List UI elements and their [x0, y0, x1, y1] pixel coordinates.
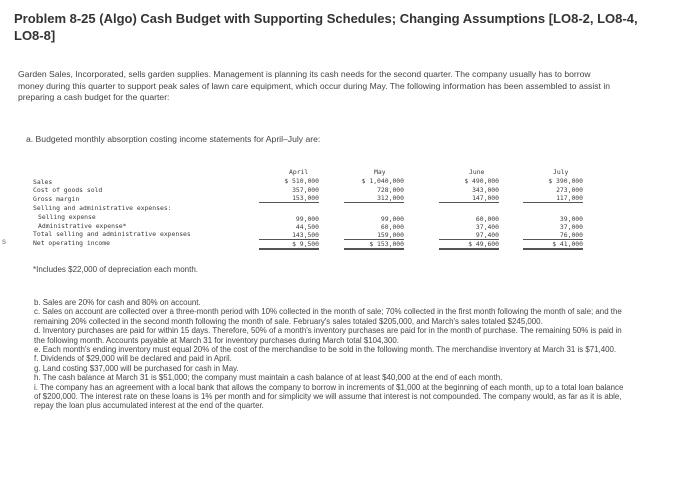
col-header-june: June	[469, 168, 485, 176]
depreciation-footnote: *Includes $22,000 of depreciation each month.	[33, 265, 199, 274]
cell: 343,000	[472, 186, 499, 194]
note-d: d. Inventory purchases are paid for within 15 days. Therefore, 50% of a month's inventory purchases are paid for in the month of purchase. The remaining 50% is paid in the following month. Accounts payable at March 31 for inventory purchases during March total $104,300.	[34, 326, 622, 345]
row-label-cogs: Cost of goods sold	[33, 186, 103, 194]
cell: 357,000	[292, 186, 319, 194]
cell: 273,000	[556, 186, 583, 194]
intro-paragraph: Garden Sales, Incorporated, sells garden supplies. Management is planning its cash needs for the second quarter. The company usually has to borrow money during this quarter to support peak sales of lawn care equipment, which occur during May. The following information has been assembled to assist in preparing a cash budget for the quarter:	[18, 69, 611, 102]
row-label-total-sa: Total selling and administrative expenses	[33, 230, 191, 238]
cell: 97,400	[439, 231, 499, 240]
cell: 99,000	[380, 215, 404, 223]
cell: 76,000	[523, 231, 583, 240]
cell: 37,000	[559, 223, 583, 231]
cell: 99,000	[295, 215, 319, 223]
cell: 60,000	[475, 215, 499, 223]
problem-title: Problem 8-25 (Algo) Cash Budget with Supporting Schedules; Changing Assumptions [LO8-2, LO8-4, LO8-8]	[14, 11, 638, 43]
row-label-selling: Selling expense	[38, 213, 96, 221]
cell: 44,500	[295, 223, 319, 231]
note-g: g. Land costing $37,000 will be purchased for cash in May.	[34, 363, 239, 373]
cell: 153,000	[259, 194, 319, 203]
row-label-gross-margin: Gross margin	[33, 195, 80, 203]
cell: $ 1,040,000	[361, 177, 404, 185]
col-header-july: July	[553, 168, 569, 176]
note-f: f. Dividends of $29,000 will be declared and paid in April.	[34, 354, 232, 364]
row-label-sa-header: Selling and administrative expenses:	[33, 204, 172, 212]
cell: 37,400	[475, 223, 499, 231]
row-label-admin: Administrative expense*	[38, 222, 127, 230]
cell: $ 490,000	[464, 177, 499, 185]
col-header-may: May	[374, 168, 386, 176]
cell: 728,000	[377, 186, 404, 194]
margin-mark: s	[2, 237, 6, 246]
note-c: c. Sales on account are collected over a three-month period with 10% collected in the month of sale; 70% collected in the first month following the month of sale; and the remaining 20% collected in the second month following the month of sale. February's sales totaled $205,000, and March's sales totaled $245,000.	[34, 307, 622, 326]
part-a-heading: a. Budgeted monthly absorption costing income statements for April–July are:	[26, 134, 321, 144]
cell: 159,000	[344, 231, 404, 240]
cell: $ 510,000	[284, 177, 319, 185]
cell: $ 153,000	[344, 240, 404, 250]
note-b: b. Sales are 20% for cash and 80% on account.	[34, 298, 201, 307]
assumption-notes	[34, 298, 624, 411]
cell: $ 390,000	[548, 177, 583, 185]
cell: $ 41,000	[523, 240, 583, 250]
note-e: e. Each month's ending inventory must equal 20% of the cost of the merchandise to be sold in the following month. The merchandise inventory at March 31 is $71,400.	[34, 345, 617, 355]
income-statement-table	[33, 167, 583, 267]
row-label-noi: Net operating income	[33, 239, 110, 247]
note-h: h. The cash balance at March 31 is $51,000; the company must maintain a cash balance of at least $40,000 at the end of each month.	[34, 373, 503, 383]
col-header-april: April	[289, 168, 309, 176]
row-label-sales: Sales	[33, 178, 53, 186]
cell: $ 9,500	[259, 240, 319, 250]
cell: $ 49,600	[439, 240, 499, 250]
cell: 143,500	[259, 231, 319, 240]
cell: 117,000	[523, 194, 583, 203]
cell: 147,000	[439, 194, 499, 203]
cell: 39,000	[559, 215, 583, 223]
cell: 312,000	[344, 194, 404, 203]
cell: 60,000	[380, 223, 404, 231]
note-i: i. The company has an agreement with a local bank that allows the company to borrow in increments of $1,000 at the beginning of each month, up to a total loan balance of $200,000. The interest rate on these loans is 1% per month and for simplicity we will assume that interest is not compounded. The company would, as far as it is able, repay the loan plus accumulated interest at the end of the quarter.	[34, 382, 624, 411]
